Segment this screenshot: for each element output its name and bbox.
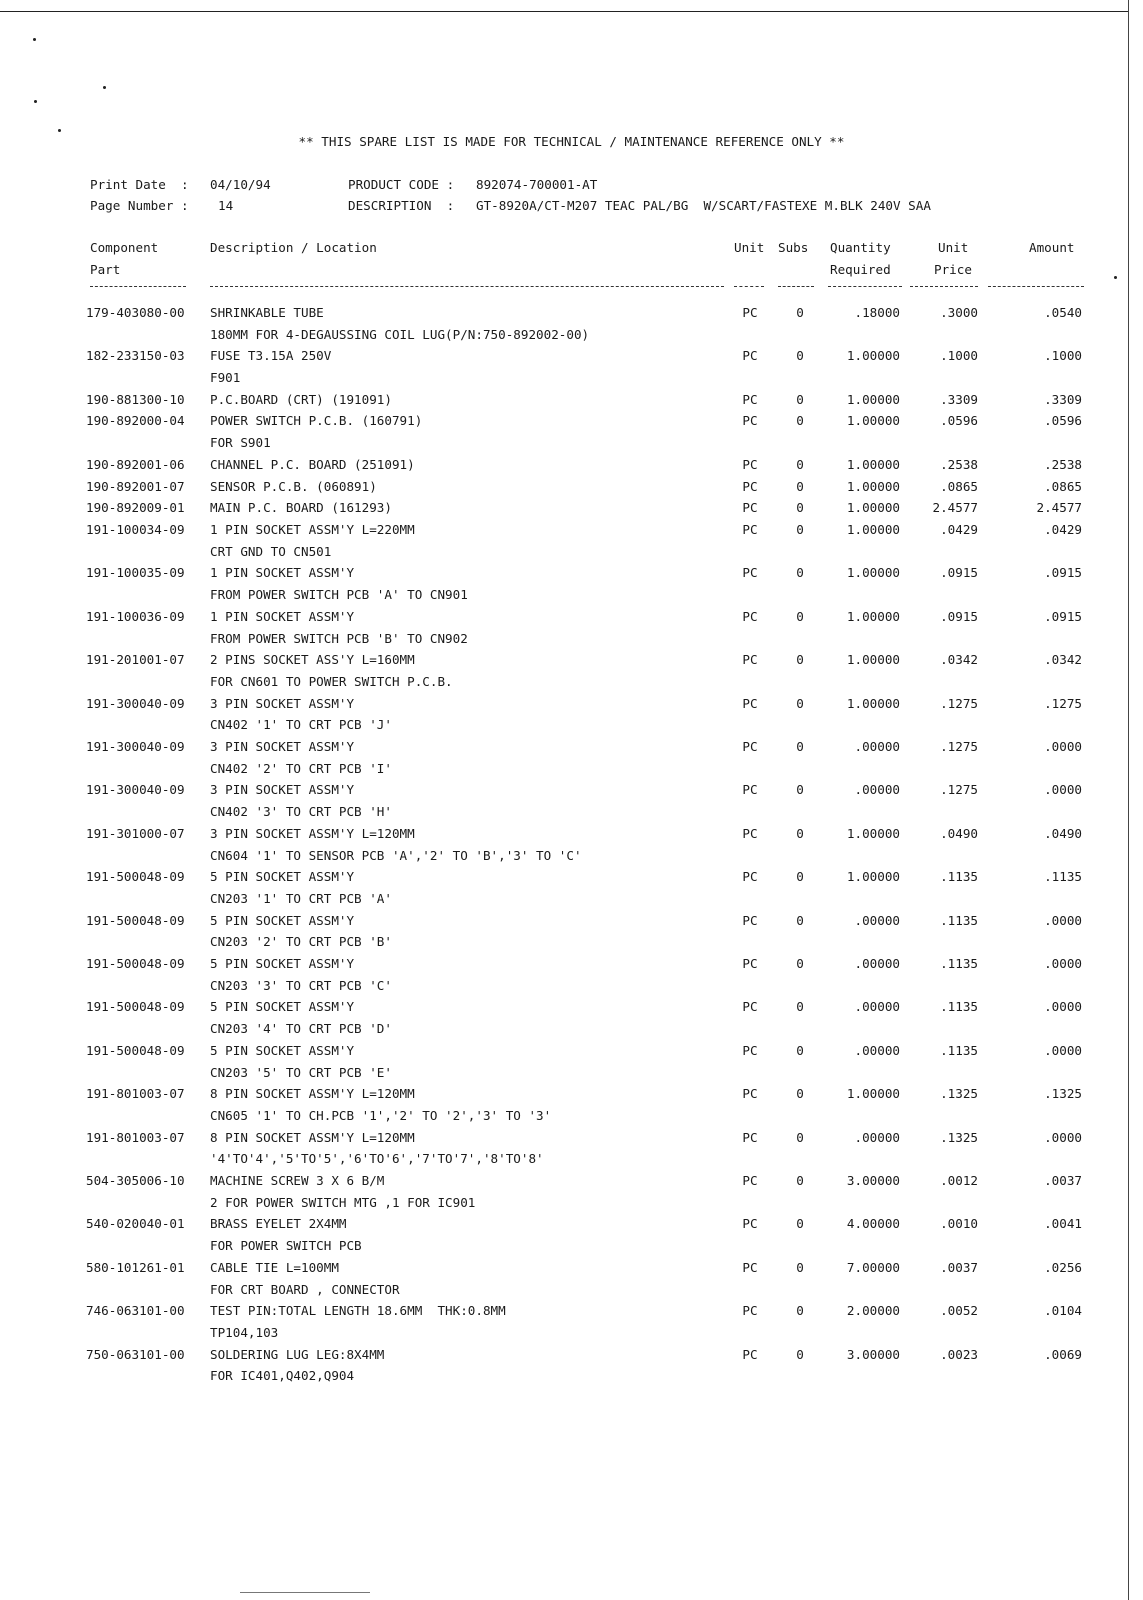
part-location: FROM POWER SWITCH PCB 'B' TO CN902 [210, 631, 468, 646]
amount: .0000 [1044, 999, 1082, 1014]
subs: 0 [796, 1216, 804, 1231]
subs: 0 [796, 696, 804, 711]
quantity-required: 3.00000 [846, 1173, 900, 1188]
reference-banner: ** THIS SPARE LIST IS MADE FOR TECHNICAL / MAINTENANCE REFERENCE ONLY ** [298, 134, 845, 149]
part-number: 746-063101-00 [86, 1303, 185, 1318]
col-required: Required [830, 262, 891, 277]
subs: 0 [796, 956, 804, 971]
subs: 0 [796, 1347, 804, 1362]
part-description: 8 PIN SOCKET ASSM'Y L=120MM [210, 1130, 415, 1145]
unit-price: .2538 [940, 457, 978, 472]
amount: .0000 [1044, 1130, 1082, 1145]
unit-price: .1275 [940, 782, 978, 797]
quantity-required: .00000 [854, 999, 900, 1014]
part-location: CN203 '3' TO CRT PCB 'C' [210, 978, 392, 993]
unit-price: .0037 [940, 1260, 978, 1275]
amount: .3309 [1044, 392, 1082, 407]
part-description: MACHINE SCREW 3 X 6 B/M [210, 1173, 385, 1188]
part-number: 190-892000-04 [86, 413, 185, 428]
col-subs: Subs [778, 240, 809, 255]
part-number: 191-500048-09 [86, 1043, 185, 1058]
part-number: 190-892009-01 [86, 500, 185, 515]
rule-description [210, 286, 724, 287]
scan-speck [33, 38, 36, 41]
subs: 0 [796, 1260, 804, 1275]
quantity-required: .00000 [854, 913, 900, 928]
part-description: BRASS EYELET 2X4MM [210, 1216, 347, 1231]
col-quantity: Quantity [830, 240, 891, 255]
unit: PC [742, 479, 758, 494]
unit: PC [742, 348, 758, 363]
part-description: 2 PINS SOCKET ASS'Y L=160MM [210, 652, 415, 667]
print-date: 04/10/94 [210, 177, 271, 192]
part-description: 5 PIN SOCKET ASSM'Y [210, 999, 355, 1014]
part-location: CN203 '1' TO CRT PCB 'A' [210, 891, 392, 906]
unit: PC [742, 1260, 758, 1275]
right-border [1128, 0, 1129, 1600]
part-number: 182-233150-03 [86, 348, 185, 363]
part-description: 5 PIN SOCKET ASSM'Y [210, 1043, 355, 1058]
subs: 0 [796, 457, 804, 472]
part-description: 1 PIN SOCKET ASSM'Y L=220MM [210, 522, 415, 537]
page-number-label: Page Number : [90, 198, 189, 213]
scan-speck [34, 100, 37, 103]
part-description: 5 PIN SOCKET ASSM'Y [210, 913, 355, 928]
subs: 0 [796, 305, 804, 320]
part-number: 191-301000-07 [86, 826, 185, 841]
part-location: '4'TO'4','5'TO'5','6'TO'6','7'TO'7','8'TO'8' [210, 1151, 544, 1166]
part-description: MAIN P.C. BOARD (161293) [210, 500, 392, 515]
amount: .2538 [1044, 457, 1082, 472]
quantity-required: .00000 [854, 956, 900, 971]
part-description: 3 PIN SOCKET ASSM'Y [210, 739, 355, 754]
part-location: CN604 '1' TO SENSOR PCB 'A','2' TO 'B','3' TO 'C' [210, 848, 582, 863]
subs: 0 [796, 999, 804, 1014]
subs: 0 [796, 565, 804, 580]
description-label: DESCRIPTION : [348, 198, 455, 213]
subs: 0 [796, 1173, 804, 1188]
subs: 0 [796, 1043, 804, 1058]
amount: .1325 [1044, 1086, 1082, 1101]
subs: 0 [796, 522, 804, 537]
unit: PC [742, 457, 758, 472]
quantity-required: 1.00000 [846, 500, 900, 515]
part-number: 190-892001-07 [86, 479, 185, 494]
part-number: 580-101261-01 [86, 1260, 185, 1275]
part-description: 3 PIN SOCKET ASSM'Y L=120MM [210, 826, 415, 841]
subs: 0 [796, 739, 804, 754]
part-number: 191-801003-07 [86, 1086, 185, 1101]
amount: .0069 [1044, 1347, 1082, 1362]
part-description: 3 PIN SOCKET ASSM'Y [210, 696, 355, 711]
quantity-required: 4.00000 [846, 1216, 900, 1231]
amount: .0596 [1044, 413, 1082, 428]
part-description: FUSE T3.15A 250V [210, 348, 332, 363]
part-location: 180MM FOR 4-DEGAUSSING COIL LUG(P/N:750-892002-00) [210, 327, 590, 342]
part-location: TP104,103 [210, 1325, 279, 1340]
part-location: FOR CN601 TO POWER SWITCH P.C.B. [210, 674, 453, 689]
unit-price: .0865 [940, 479, 978, 494]
unit-price: .1135 [940, 869, 978, 884]
part-location: CN203 '4' TO CRT PCB 'D' [210, 1021, 392, 1036]
part-description: CABLE TIE L=100MM [210, 1260, 339, 1275]
product-code-label: PRODUCT CODE : [348, 177, 455, 192]
part-number: 191-201001-07 [86, 652, 185, 667]
part-description: 8 PIN SOCKET ASSM'Y L=120MM [210, 1086, 415, 1101]
unit-price: .1135 [940, 1043, 978, 1058]
subs: 0 [796, 652, 804, 667]
amount: .0000 [1044, 739, 1082, 754]
unit-price: .0490 [940, 826, 978, 841]
part-number: 191-500048-09 [86, 956, 185, 971]
quantity-required: 1.00000 [846, 457, 900, 472]
print-date-label: Print Date : [90, 177, 189, 192]
part-description: SENSOR P.C.B. (060891) [210, 479, 377, 494]
amount: .0342 [1044, 652, 1082, 667]
part-location: CN203 '5' TO CRT PCB 'E' [210, 1065, 392, 1080]
part-number: 191-300040-09 [86, 696, 185, 711]
part-location: 2 FOR POWER SWITCH MTG ,1 FOR IC901 [210, 1195, 476, 1210]
part-location: FOR IC401,Q402,Q904 [210, 1368, 355, 1383]
amount: .0429 [1044, 522, 1082, 537]
subs: 0 [796, 479, 804, 494]
part-number: 191-100036-09 [86, 609, 185, 624]
unit: PC [742, 522, 758, 537]
subs: 0 [796, 500, 804, 515]
unit-price: .0012 [940, 1173, 978, 1188]
rule-unit [734, 286, 764, 287]
part-description: P.C.BOARD (CRT) (191091) [210, 392, 392, 407]
amount: .0000 [1044, 913, 1082, 928]
quantity-required: 1.00000 [846, 826, 900, 841]
quantity-required: 1.00000 [846, 392, 900, 407]
part-location: FROM POWER SWITCH PCB 'A' TO CN901 [210, 587, 468, 602]
unit: PC [742, 565, 758, 580]
unit-price: .3309 [940, 392, 978, 407]
subs: 0 [796, 609, 804, 624]
rule-subs [778, 286, 814, 287]
scan-speck [1114, 276, 1117, 279]
part-location: CRT GND TO CN501 [210, 544, 332, 559]
amount: .0037 [1044, 1173, 1082, 1188]
subs: 0 [796, 826, 804, 841]
quantity-required: 1.00000 [846, 479, 900, 494]
unit-price: .1325 [940, 1130, 978, 1145]
scan-speck [103, 86, 106, 89]
part-location: CN605 '1' TO CH.PCB '1','2' TO '2','3' TO '3' [210, 1108, 552, 1123]
part-number: 190-881300-10 [86, 392, 185, 407]
quantity-required: 1.00000 [846, 869, 900, 884]
quantity-required: .00000 [854, 782, 900, 797]
part-number: 191-100034-09 [86, 522, 185, 537]
amount: .1135 [1044, 869, 1082, 884]
subs: 0 [796, 413, 804, 428]
unit-price: .1275 [940, 696, 978, 711]
unit-price: .1135 [940, 999, 978, 1014]
unit-price: .0429 [940, 522, 978, 537]
quantity-required: .00000 [854, 1130, 900, 1145]
description-value: GT-8920A/CT-M207 TEAC PAL/BG W/SCART/FASTEXE M.BLK 240V SAA [476, 198, 931, 213]
top-border [0, 11, 1128, 12]
amount: .0490 [1044, 826, 1082, 841]
part-description: CHANNEL P.C. BOARD (251091) [210, 457, 415, 472]
amount: .0915 [1044, 609, 1082, 624]
unit-price: .0915 [940, 609, 978, 624]
unit: PC [742, 739, 758, 754]
unit: PC [742, 696, 758, 711]
page-number: 14 [218, 198, 234, 213]
unit: PC [742, 305, 758, 320]
quantity-required: 2.00000 [846, 1303, 900, 1318]
unit: PC [742, 826, 758, 841]
part-location: FOR POWER SWITCH PCB [210, 1238, 362, 1253]
part-number: 191-100035-09 [86, 565, 185, 580]
unit-price: .1000 [940, 348, 978, 363]
col-unit-price: Unit [938, 240, 969, 255]
unit: PC [742, 913, 758, 928]
unit-price: .0023 [940, 1347, 978, 1362]
part-description: 1 PIN SOCKET ASSM'Y [210, 565, 355, 580]
part-number: 750-063101-00 [86, 1347, 185, 1362]
bottom-scan-line [240, 1592, 370, 1593]
part-location: FOR CRT BOARD , CONNECTOR [210, 1282, 400, 1297]
unit: PC [742, 1173, 758, 1188]
col-part: Part [90, 262, 121, 277]
subs: 0 [796, 1130, 804, 1145]
unit-price: .0342 [940, 652, 978, 667]
unit: PC [742, 609, 758, 624]
amount: .0000 [1044, 782, 1082, 797]
amount: .1000 [1044, 348, 1082, 363]
part-number: 540-020040-01 [86, 1216, 185, 1231]
unit-price: .3000 [940, 305, 978, 320]
unit: PC [742, 413, 758, 428]
part-description: 5 PIN SOCKET ASSM'Y [210, 869, 355, 884]
part-location: FOR S901 [210, 435, 271, 450]
amount: .0540 [1044, 305, 1082, 320]
subs: 0 [796, 913, 804, 928]
part-description: 5 PIN SOCKET ASSM'Y [210, 956, 355, 971]
amount: .0256 [1044, 1260, 1082, 1275]
subs: 0 [796, 1086, 804, 1101]
quantity-required: .00000 [854, 1043, 900, 1058]
part-location: CN402 '3' TO CRT PCB 'H' [210, 804, 392, 819]
part-description: SOLDERING LUG LEG:8X4MM [210, 1347, 385, 1362]
subs: 0 [796, 348, 804, 363]
unit-price: .0915 [940, 565, 978, 580]
quantity-required: 1.00000 [846, 652, 900, 667]
rule-amount [988, 286, 1084, 287]
unit: PC [742, 782, 758, 797]
part-location: CN402 '2' TO CRT PCB 'I' [210, 761, 392, 776]
amount: .0000 [1044, 1043, 1082, 1058]
quantity-required: 1.00000 [846, 565, 900, 580]
quantity-required: 3.00000 [846, 1347, 900, 1362]
amount: 2.4577 [1036, 500, 1082, 515]
unit-price: .1275 [940, 739, 978, 754]
unit: PC [742, 1303, 758, 1318]
subs: 0 [796, 1303, 804, 1318]
col-price: Price [934, 262, 972, 277]
amount: .1275 [1044, 696, 1082, 711]
quantity-required: .00000 [854, 739, 900, 754]
rule-price [910, 286, 978, 287]
unit-price: .1325 [940, 1086, 978, 1101]
unit-price: .0596 [940, 413, 978, 428]
unit-price: 2.4577 [932, 500, 978, 515]
part-location: CN203 '2' TO CRT PCB 'B' [210, 934, 392, 949]
part-number: 191-801003-07 [86, 1130, 185, 1145]
part-number: 191-500048-09 [86, 999, 185, 1014]
part-description: POWER SWITCH P.C.B. (160791) [210, 413, 423, 428]
subs: 0 [796, 869, 804, 884]
col-amount: Amount [1029, 240, 1075, 255]
part-description: SHRINKABLE TUBE [210, 305, 324, 320]
part-location: F901 [210, 370, 241, 385]
part-description: 1 PIN SOCKET ASSM'Y [210, 609, 355, 624]
amount: .0865 [1044, 479, 1082, 494]
part-number: 504-305006-10 [86, 1173, 185, 1188]
quantity-required: .18000 [854, 305, 900, 320]
unit: PC [742, 500, 758, 515]
quantity-required: 1.00000 [846, 413, 900, 428]
unit: PC [742, 999, 758, 1014]
unit-price: .1135 [940, 956, 978, 971]
subs: 0 [796, 392, 804, 407]
product-code: 892074-700001-AT [476, 177, 598, 192]
quantity-required: 7.00000 [846, 1260, 900, 1275]
part-number: 191-300040-09 [86, 782, 185, 797]
unit-price: .0010 [940, 1216, 978, 1231]
unit: PC [742, 1086, 758, 1101]
quantity-required: 1.00000 [846, 348, 900, 363]
unit-price: .0052 [940, 1303, 978, 1318]
part-number: 179-403080-00 [86, 305, 185, 320]
col-component: Component [90, 240, 159, 255]
part-description: 3 PIN SOCKET ASSM'Y [210, 782, 355, 797]
part-number: 191-500048-09 [86, 869, 185, 884]
quantity-required: 1.00000 [846, 609, 900, 624]
part-description: TEST PIN:TOTAL LENGTH 18.6MM THK:0.8MM [210, 1303, 506, 1318]
part-number: 191-500048-09 [86, 913, 185, 928]
col-unit: Unit [734, 240, 765, 255]
rule-quantity [828, 286, 902, 287]
part-number: 191-300040-09 [86, 739, 185, 754]
unit: PC [742, 956, 758, 971]
quantity-required: 1.00000 [846, 696, 900, 711]
amount: .0104 [1044, 1303, 1082, 1318]
amount: .0041 [1044, 1216, 1082, 1231]
unit: PC [742, 652, 758, 667]
unit: PC [742, 392, 758, 407]
subs: 0 [796, 782, 804, 797]
part-location: CN402 '1' TO CRT PCB 'J' [210, 717, 392, 732]
rule-component [90, 286, 186, 287]
unit: PC [742, 869, 758, 884]
col-description: Description / Location [210, 240, 377, 255]
unit: PC [742, 1347, 758, 1362]
unit: PC [742, 1043, 758, 1058]
quantity-required: 1.00000 [846, 522, 900, 537]
unit: PC [742, 1216, 758, 1231]
scan-speck [58, 129, 61, 132]
amount: .0915 [1044, 565, 1082, 580]
part-number: 190-892001-06 [86, 457, 185, 472]
quantity-required: 1.00000 [846, 1086, 900, 1101]
unit: PC [742, 1130, 758, 1145]
unit-price: .1135 [940, 913, 978, 928]
amount: .0000 [1044, 956, 1082, 971]
